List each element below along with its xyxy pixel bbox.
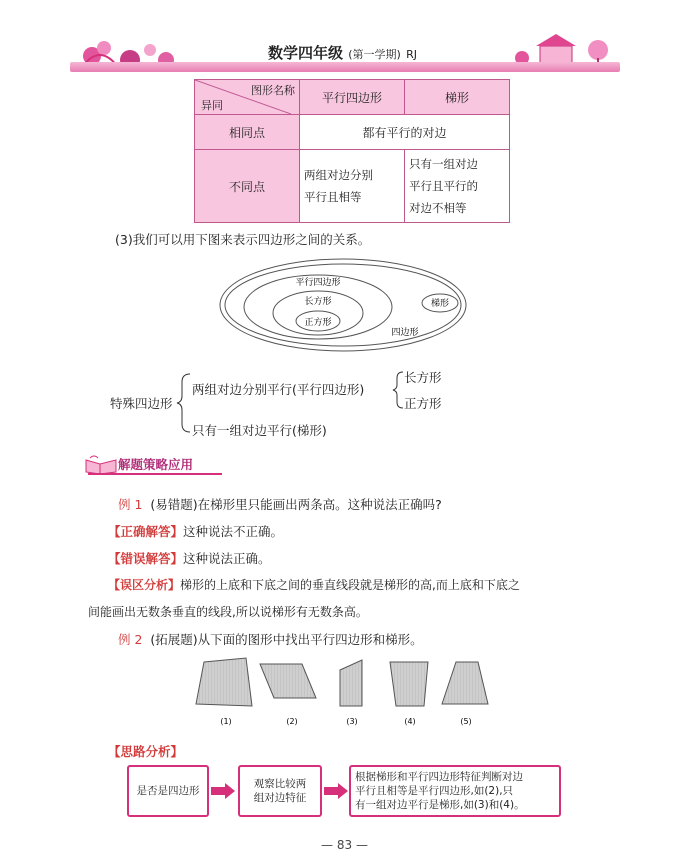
- table-header-row: [195, 80, 510, 115]
- mistake-analysis-line: 梯形的上底和下底之间的垂直线段就是梯形的高,而上底和下底之: [180, 578, 520, 592]
- example-2: [118, 630, 423, 648]
- shape-label: (1): [220, 717, 232, 726]
- page-number: — 83 —: [321, 838, 368, 852]
- table-row-same: [195, 115, 510, 150]
- corner-label-bottom: 异同: [201, 99, 223, 112]
- shape-label: (3): [346, 717, 358, 726]
- example-1-label: 例 1: [118, 497, 143, 512]
- diff-trapezoid-line: 平行且平行的: [409, 179, 478, 193]
- corner-label-top: 图形名称: [251, 84, 295, 97]
- venn-label-quadrilateral: 四边形: [391, 328, 419, 338]
- tree-leaf-square: 正方形: [404, 396, 442, 411]
- diff-trapezoid-line: 只有一组对边: [409, 157, 478, 171]
- example-2-label: 例 2: [118, 632, 143, 647]
- shape-label: (2): [286, 717, 298, 726]
- shape-4: [390, 662, 428, 706]
- tree-branch-2: 只有一组对边平行(梯形): [192, 423, 327, 438]
- flow-box-2-line: 观察比较两: [253, 778, 307, 790]
- col-header-parallelogram: 平行四边形: [300, 80, 405, 115]
- correct-answer-text: 这种说法不正确。: [183, 524, 284, 539]
- wrong-answer-tag: 【错误解答】: [108, 551, 184, 566]
- tree-leaf-rectangle: 长方形: [404, 370, 442, 385]
- header-title: 数学四年级 (第一学期) RJ: [268, 44, 417, 62]
- row-label-diff: 不同点: [195, 150, 300, 223]
- mistake-analysis: [108, 576, 520, 593]
- arrow-right-icon: [211, 783, 237, 799]
- shape-1: [196, 658, 252, 706]
- diff-trapezoid-line: 对边不相等: [409, 201, 467, 215]
- shape-3: [340, 660, 362, 706]
- diff-trapezoid-cell: [405, 150, 510, 223]
- diff-parallelogram-line: 平行且相等: [304, 190, 362, 204]
- shape-label: (4): [404, 717, 416, 726]
- strategy-heading: 解题策略应用: [118, 457, 194, 472]
- correct-answer-tag: 【正确解答】: [108, 524, 184, 539]
- diff-parallelogram-line: 两组对边分别: [304, 168, 373, 182]
- table-corner-cell: [195, 80, 300, 115]
- strategy-underline: [88, 473, 222, 475]
- quadrilateral-venn-diagram: [218, 255, 478, 355]
- example-1: [118, 495, 442, 513]
- page-header: [70, 28, 620, 80]
- mistake-analysis-line-2: 间能画出无数条垂直的线段,所以说梯形有无数条高。: [88, 605, 368, 619]
- example-2-text: (拓展题)从下面的图形中找出平行四边形和梯形。: [150, 632, 423, 647]
- venn-label-parallelogram: 平行四边形: [295, 278, 341, 288]
- arrow-right-icon: [324, 783, 350, 799]
- correct-answer: [108, 522, 283, 540]
- wrong-answer-text: 这种说法正确。: [183, 551, 271, 566]
- shape-label: (5): [460, 717, 472, 726]
- table-row-diff: [195, 150, 510, 223]
- flow-box-1: [127, 765, 209, 817]
- example-2-shapes: [190, 656, 510, 728]
- mistake-analysis-tag: 【误区分析】: [108, 578, 181, 592]
- col-header-trapezoid: 梯形: [405, 80, 510, 115]
- venn-label-trapezoid: 梯形: [430, 299, 450, 309]
- flow-box-1-text: 是否是四边形: [136, 785, 200, 797]
- flow-box-3-line: 根据梯形和平行四边形特征判断对边: [355, 771, 523, 783]
- shape-5: [442, 662, 488, 704]
- tree-branch-1: 两组对边分别平行(平行四边形): [192, 382, 365, 397]
- tree-root: 特殊四边形: [110, 396, 173, 411]
- header-band: [70, 62, 620, 72]
- venn-label-square: 正方形: [304, 318, 332, 328]
- comparison-table: [194, 79, 510, 223]
- point-3-text: (3)我们可以用下图来表示四边形之间的关系。: [115, 232, 371, 247]
- flow-box-2-line: 组对边特征: [253, 792, 307, 804]
- row-value-same: 都有平行的对边: [300, 115, 510, 150]
- example-1-text: (易错题)在梯形里只能画出两条高。这种说法正确吗?: [150, 497, 442, 512]
- row-label-same: 相同点: [195, 115, 300, 150]
- flow-box-3-line: 有一组对边平行是梯形,如(3)和(4)。: [355, 799, 525, 811]
- flow-box-3-line: 平行且相等是平行四边形,如(2),只: [355, 785, 514, 797]
- venn-label-rectangle: 长方形: [304, 297, 332, 307]
- flow-box-2: [238, 765, 322, 817]
- diff-parallelogram-cell: [300, 150, 405, 223]
- shape-2: [260, 664, 316, 698]
- book-icon: [84, 454, 118, 474]
- wrong-answer: [108, 549, 271, 567]
- thinking-tag: 【思路分析】: [108, 744, 184, 759]
- flow-box-3: [349, 765, 561, 817]
